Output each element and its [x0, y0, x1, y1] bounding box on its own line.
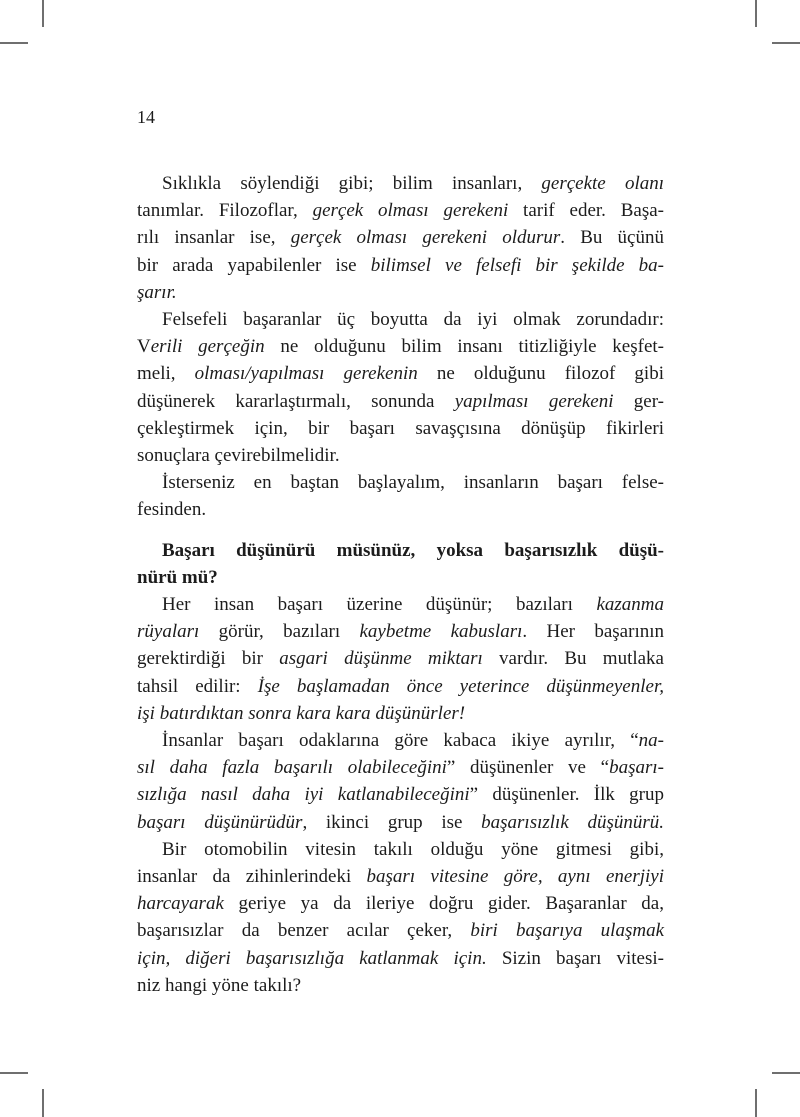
text-run: tanımlar. Filozoflar, [137, 200, 313, 222]
text-run: , ikinci grup ise [302, 811, 482, 833]
text-run: gerçek olması gerekeni oldurur [290, 227, 561, 249]
text-line [137, 890, 664, 917]
paragraph [137, 469, 664, 523]
text-run: meli, [137, 363, 195, 385]
text-run: başarı- [609, 757, 664, 779]
text-run: İnsanlar başarı odaklarına göre kabaca ikiye ayrılır, “ [162, 730, 639, 752]
text-run: ” düşünenler ve “ [446, 757, 610, 779]
text-run: rüyaları [137, 621, 200, 643]
paragraph [137, 306, 664, 469]
text-line [137, 388, 664, 415]
text-run: niz hangi yöne takılı? [137, 974, 302, 996]
text-line [137, 360, 664, 387]
text-run: sıl daha fazla başarılı olabileceğini [137, 757, 447, 779]
text-line [137, 591, 664, 618]
text-run: gerçek olması gerekeni [312, 200, 509, 222]
text-run: sızlığa nasıl daha iyi katlanabileceğini [137, 784, 470, 806]
text-run: erili gerçeğin [150, 336, 265, 358]
text-line [137, 754, 664, 781]
text-run: fesinden. [137, 499, 207, 521]
text-run: ger- [613, 390, 664, 412]
text-line [137, 279, 664, 306]
text-line [137, 972, 664, 999]
text-run: . Bu üçünü [560, 227, 664, 249]
text-line [137, 442, 664, 469]
text-run: başarı düşünürüdür [137, 811, 303, 833]
text-run: Her insan başarı üzerine düşünür; bazıları [162, 594, 597, 616]
crop-mark-top-right-vertical [755, 0, 757, 27]
text-line [137, 415, 664, 442]
crop-mark-bottom-left-vertical [42, 1089, 44, 1117]
text-line [137, 781, 664, 808]
paragraph [137, 727, 664, 836]
text-run: düşünerek kararlaştırmalı, sonunda [137, 390, 455, 412]
text-line [137, 564, 664, 591]
text-run: rılı insanlar ise, [137, 227, 291, 249]
text-run: asgari düşünme miktarı [279, 648, 483, 670]
text-line [137, 224, 664, 251]
text-run: na- [638, 730, 664, 752]
text-line [137, 197, 664, 224]
text-run: şarır. [137, 281, 177, 303]
text-run: İşe başlamadan önce yeterince düşünmeyenler, [257, 675, 664, 697]
text-line [137, 306, 664, 333]
text-line [137, 537, 664, 564]
paragraph [137, 836, 664, 999]
text-run: nürü mü? [137, 566, 218, 588]
text-run: kaybetme kabusları [359, 621, 523, 643]
text-run: ne olduğunu bilim insanı titizliğiyle keşfet- [264, 336, 664, 358]
text-run: ne olduğunu filozof gibi [417, 363, 664, 385]
crop-mark-bottom-left-horizontal [0, 1072, 28, 1074]
text-run: bir arada yapabilenler ise [137, 254, 371, 276]
text-line [137, 809, 664, 836]
crop-mark-bottom-right-vertical [755, 1089, 757, 1117]
text-run: İsterseniz en baştan başlayalım, insanların başarı felse- [162, 472, 664, 494]
text-run: gerektirdiği bir [137, 648, 280, 670]
text-run: gerçekte olanı [541, 173, 665, 194]
text-run: kazanma [596, 594, 664, 616]
text-line [137, 333, 664, 360]
text-run: Felsefeli başaranlar üç boyutta da iyi olmak zorundadır: [162, 309, 664, 331]
text-run: tarif eder. Başa- [508, 200, 664, 222]
body-text [137, 170, 664, 999]
text-run: bilimsel ve felsefi bir şekilde ba- [370, 254, 665, 276]
text-run: görür, bazıları [199, 621, 360, 643]
paragraph [137, 591, 664, 727]
text-run: başarısızlar da benzer acılar çeker, [137, 920, 471, 942]
text-run: başarı vitesine göre, aynı enerjiyi [366, 866, 664, 888]
text-line [137, 645, 664, 672]
text-run: vardır. Bu mutlaka [482, 648, 664, 670]
text-run: . Her başarının [522, 621, 665, 643]
text-run: sonuçlara çevirebilmelidir. [137, 445, 340, 467]
text-line [137, 469, 664, 496]
text-run: Başarı düşünürü müsünüz, yoksa başarısızlık düşü- [162, 539, 664, 561]
text-run: için, diğeri başarısızlığa katlanmak için. [137, 947, 487, 969]
text-run: işi batırdıktan sonra kara kara düşünürler! [137, 702, 466, 724]
text-line [137, 618, 664, 645]
text-run: tahsil edilir: [137, 675, 258, 697]
text-line [137, 496, 664, 523]
text-line [137, 700, 664, 727]
text-run: V [137, 336, 151, 358]
text-line [137, 836, 664, 863]
crop-mark-top-right-horizontal [772, 42, 800, 44]
text-run: Sıklıkla söylendiği gibi; bilim insanları, [162, 173, 542, 194]
text-line [137, 727, 664, 754]
text-line [137, 252, 664, 279]
text-run: biri başarıya ulaşmak [470, 920, 665, 942]
text-run: olması/yapılması gerekenin [194, 363, 418, 385]
paragraph [137, 170, 664, 306]
text-run: ” düşünenler. İlk grup [469, 784, 664, 806]
crop-mark-bottom-right-horizontal [772, 1072, 800, 1074]
text-run: yapılması gerekeni [454, 390, 614, 412]
text-run: harcayarak [137, 893, 224, 915]
text-run: çekleştirmek için, bir başarı savaşçısına dönüşüp fikirleri [137, 417, 664, 439]
text-run: insanlar da zihinlerindeki [137, 866, 367, 888]
page-number: 14 [137, 107, 155, 127]
text-line [137, 863, 664, 890]
text-run: başarısızlık düşünürü. [481, 811, 664, 833]
crop-mark-top-left-horizontal [0, 42, 28, 44]
section-heading [137, 537, 664, 591]
text-line [137, 945, 664, 972]
text-line [137, 673, 664, 700]
text-run: Sizin başarı vitesi- [486, 947, 664, 969]
text-run: Bir otomobilin vitesin takılı olduğu yöne gitmesi gibi, [162, 838, 664, 860]
text-line [137, 170, 664, 197]
text-run: geriye ya da ileriye doğru gider. Başaranlar da, [223, 893, 664, 915]
crop-mark-top-left-vertical [42, 0, 44, 27]
text-line [137, 917, 664, 944]
